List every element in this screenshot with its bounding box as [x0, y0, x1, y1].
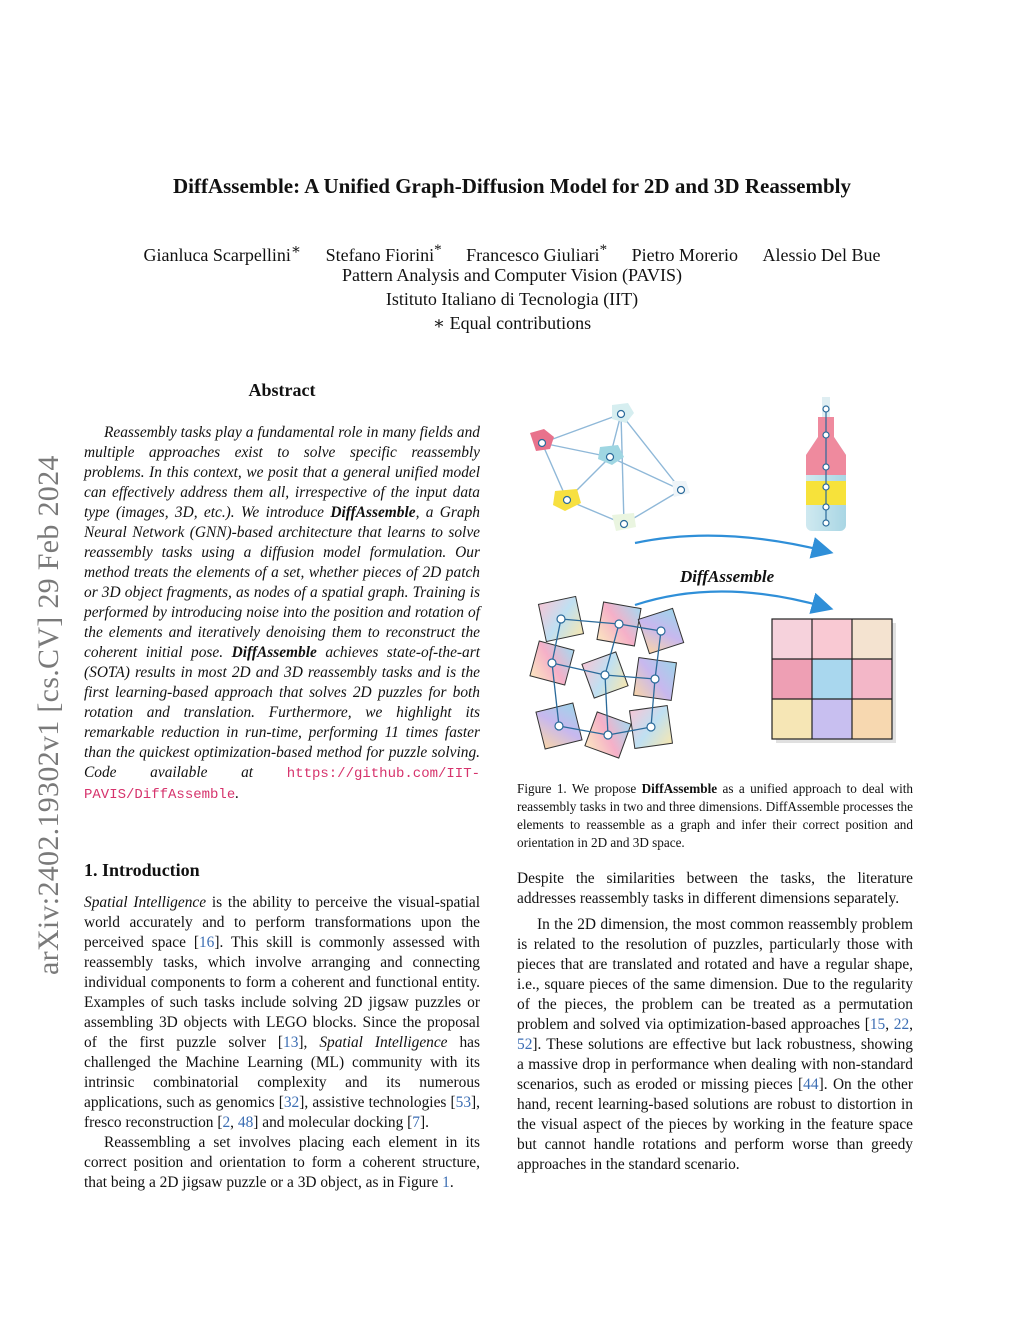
- paper-title: DiffAssemble: A Unified Graph-Diffusion Model for 2D and 3D Reassembly: [172, 174, 852, 198]
- author: Alessio Del Bue: [762, 245, 881, 265]
- scattered-3d-graph: [530, 403, 690, 531]
- citation-link[interactable]: 15: [869, 1016, 886, 1033]
- section-heading-introduction: 1. Introduction: [84, 860, 200, 880]
- code-link[interactable]: https://github.com/IIT-PAVIS/DiffAssemble: [84, 766, 480, 803]
- figure-link[interactable]: 1: [442, 1174, 450, 1191]
- citation-link[interactable]: 32: [283, 1094, 300, 1111]
- author-list: [0, 240, 1024, 266]
- affiliation-lab: Pattern Analysis and Computer Vision (PAVIS): [341, 265, 683, 285]
- citation-link[interactable]: 44: [803, 1076, 819, 1093]
- abstract-heading: Abstract: [248, 380, 316, 400]
- arrow-3d: [635, 536, 825, 551]
- abstract-body: Reassembly tasks play a fundamental role in many fields and multiple approaches exist to solve specific reassembly problems. In this context, we posit that a general unified model can effectively address them all, irrespective of the input data type (images, 3D, etc.). We introduce DiffAssemble, a Graph Neural Network (GNN)-based architecture that learns to solve reassembly tasks using a diffusion model formulation. Our method treats the elements of a set, whether pieces of 2D patch or 3D object fragments, as nodes of a spatial graph. Training is performed by introducing noise into the position and rotation of the elements and iteratively denoising them to reconstruct the coherent initial pose. DiffAssemble achieves state-of-the-art (SOTA) results in most 2D and 3D reassembly tasks and is the first learning-based approach that solves 2D puzzles for both rotation and translation. Furthermore, we highlight its remarkable reduction in run-time, performing 11 times faster than the quickest optimization-based method for puzzle solving. Code available at https://github.com/IIT-PAVIS/DiffAssemble.: [84, 424, 480, 803]
- arrow-2d: [635, 591, 825, 607]
- citation-link[interactable]: 13: [283, 1034, 299, 1051]
- figure-1-caption: Figure 1. We propose DiffAssemble as a unified approach to deal with reassembly tasks in two and three dimensions. DiffAssemble processes the elements to reassemble as a graph and infer their correct position and orientation in 2D and 3D space.: [517, 781, 914, 850]
- citation-link[interactable]: 52: [517, 1036, 533, 1053]
- citation-link[interactable]: 22: [893, 1016, 910, 1033]
- assembled-bottle: [806, 397, 846, 531]
- introduction-body: Spatial Intelligence is the ability to perceive the visual-spatial world accurately and to perform transformations upon the perceived space [16]. This skill is commonly assessed with reassembly tasks, which involve arranging and connecting individual components to form a coherent and functional entity. Examples of such tasks include solving 2D jigsaw puzzles or assembling 3D objects with LEGO blocks. Since the proposal of the first puzzle solver [13], Spatial Intelligence has challenged the Machine Learning (ML) community with its intrinsic combinatorial complexity and its numerous applications, such as genomics [32], assistive technologies [53], fresco reconstruction [2, 48] and molecular docking [7]. Reassembling a set involves placing each element in its correct position and orientation to form a coherent structure, that being a 2D jigsaw puzzle or a 3D object, as in Figure 1.: [84, 894, 481, 1191]
- citation-link[interactable]: 53: [455, 1094, 472, 1111]
- author: Francesco Giuliari*: [466, 242, 608, 265]
- citation-link[interactable]: 48: [237, 1114, 254, 1131]
- scattered-puzzle-pieces: [530, 596, 684, 758]
- figure-1: [520, 395, 910, 760]
- affiliation-institute: Istituto Italiano di Tecnologia (IIT): [385, 289, 639, 309]
- citation-link[interactable]: 7: [412, 1114, 420, 1131]
- equal-contribution-note: ∗ Equal contributions: [432, 313, 592, 333]
- author: Pietro Morerio: [631, 245, 739, 265]
- method-label: DiffAssemble: [680, 567, 775, 586]
- arxiv-sidebar: [32, 355, 72, 975]
- author: Gianluca Scarpellini∗: [143, 242, 302, 265]
- assembled-puzzle: [772, 619, 896, 743]
- right-column-body: Despite the similarities between the tasks, the literature addresses reassembly tasks in different dimensions separately. In the 2D dimension, the most common reassembly problem is related to the resolution of puzzles, particularly those with pieces that are translated and rotated and have a regular shape, i.e., square pieces of the same dimension. Due to the regularity of the pieces, the problem can be treated as a permutation problem and solved via optimization-based approaches [15, 22, 52]. These solutions are effective but lack robustness, showing a massive drop in performance when dealing with non-standard scenarios, such as eroded or missing pieces [44]. On the other hand, recent learning-based solutions are robust to distortion in the visual aspect of the pieces by working in the feature space but cannot handle rotations and perform worse than greedy approaches in the standard scenario.: [517, 870, 914, 1173]
- author: Stefano Fiorini*: [325, 242, 442, 265]
- citation-link[interactable]: 16: [198, 934, 215, 951]
- citation-link[interactable]: 2: [222, 1114, 231, 1131]
- arxiv-id: arXiv:2402.19302v1 [cs.CV] 29 Feb 2024: [32, 455, 65, 975]
